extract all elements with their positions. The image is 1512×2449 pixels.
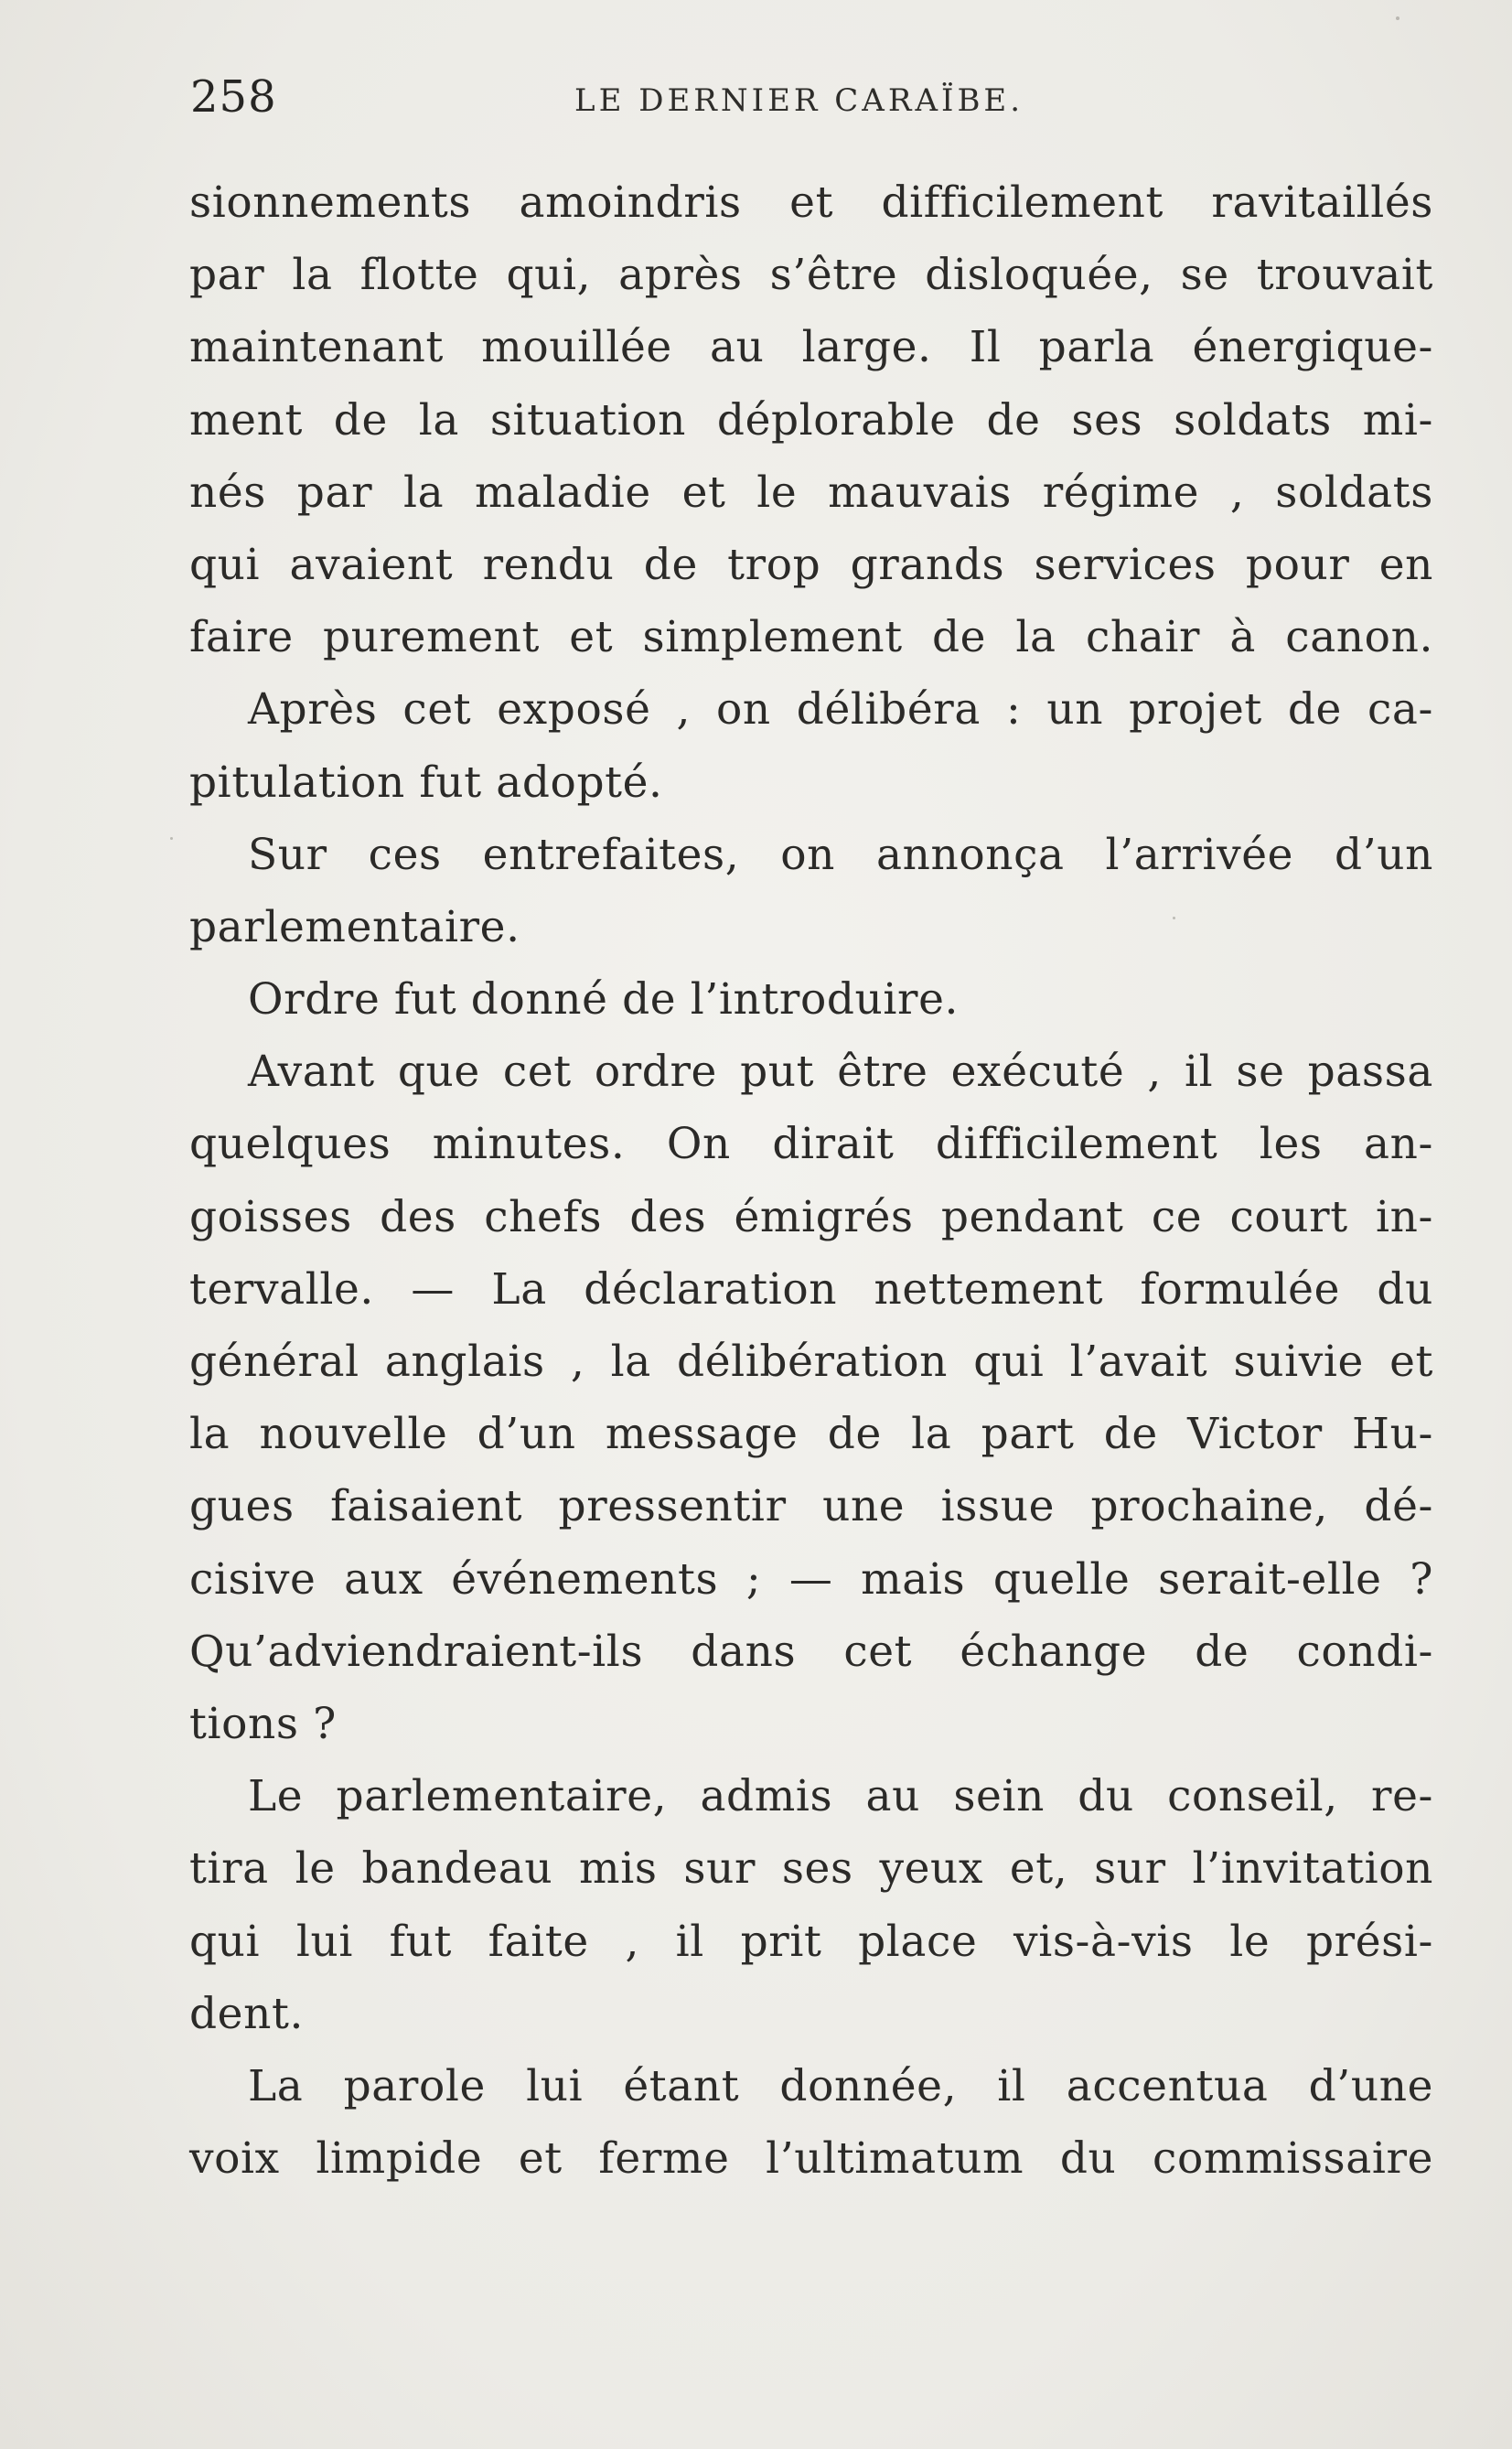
text-line: général anglais , la délibération qui l’avait suivie et [189, 1337, 1433, 1387]
text-line: Qu’adviendraient-ils dans cet échange de condi- [189, 1626, 1433, 1677]
text-line: Ordre fut donné de l’introduire. [248, 974, 960, 1026]
running-title: LE DERNIER CARAÏBE. [574, 82, 1024, 119]
text-line: tervalle. — La déclaration nettement formulée du [189, 1263, 1433, 1315]
text-line: parlementaire. [189, 901, 520, 952]
text-line: ment de la situation déplorable de ses soldats mi- [189, 394, 1433, 446]
text-line: qui lui fut faite , il prit place vis-à-vis le prési- [189, 1916, 1433, 1967]
text-line: tions ? [189, 1698, 337, 1749]
page-header [190, 71, 1434, 126]
text-line: Après cet exposé , on délibéra : un projet de ca- [248, 684, 1433, 736]
text-line: Sur ces entrefaites, on annonça l’arrivée d’un [248, 829, 1433, 880]
paper-speck [1173, 917, 1175, 919]
text-line: quelques minutes. On dirait difficilement les an- [189, 1119, 1433, 1170]
paper-speck [170, 837, 173, 840]
text-line: sionnements amoindris et difficilement ravitaillés [189, 177, 1433, 228]
text-line: maintenant mouillée au large. Il parla énergique- [189, 322, 1433, 373]
page-number: 258 [190, 71, 277, 123]
text-line: voix limpide et ferme l’ultimatum du commissaire [189, 2133, 1433, 2185]
text-line: tira le bandeau mis sur ses yeux et, sur l’invitation [189, 1843, 1433, 1895]
text-line: la nouvelle d’un message de la part de Victor Hu- [189, 1409, 1433, 1460]
text-line: goisses des chefs des émigrés pendant ce court in- [189, 1191, 1433, 1242]
text-line: La parole lui étant donnée, il accentua d’une [248, 2060, 1433, 2111]
text-line: faire purement et simplement de la chair à canon. [189, 612, 1433, 663]
text-line: par la flotte qui, après s’être disloquée, se trouvait [189, 250, 1433, 301]
text-line: qui avaient rendu de trop grands services pour en [189, 539, 1433, 590]
text-line: cisive aux événements ; — mais quelle serait-elle ? [189, 1553, 1433, 1605]
paper-speck [1396, 16, 1399, 20]
text-line: gues faisaient pressentir une issue prochaine, dé- [189, 1481, 1433, 1532]
body-text [189, 166, 1433, 2195]
text-line: Avant que cet ordre put être exécuté , il se passa [248, 1047, 1433, 1098]
text-line: nés par la maladie et le mauvais régime , soldats [189, 467, 1433, 518]
text-line: Le parlementaire, admis au sein du conseil, re- [248, 1771, 1433, 1822]
text-line: dent. [189, 1988, 304, 2039]
text-line: pitulation fut adopté. [189, 757, 663, 808]
